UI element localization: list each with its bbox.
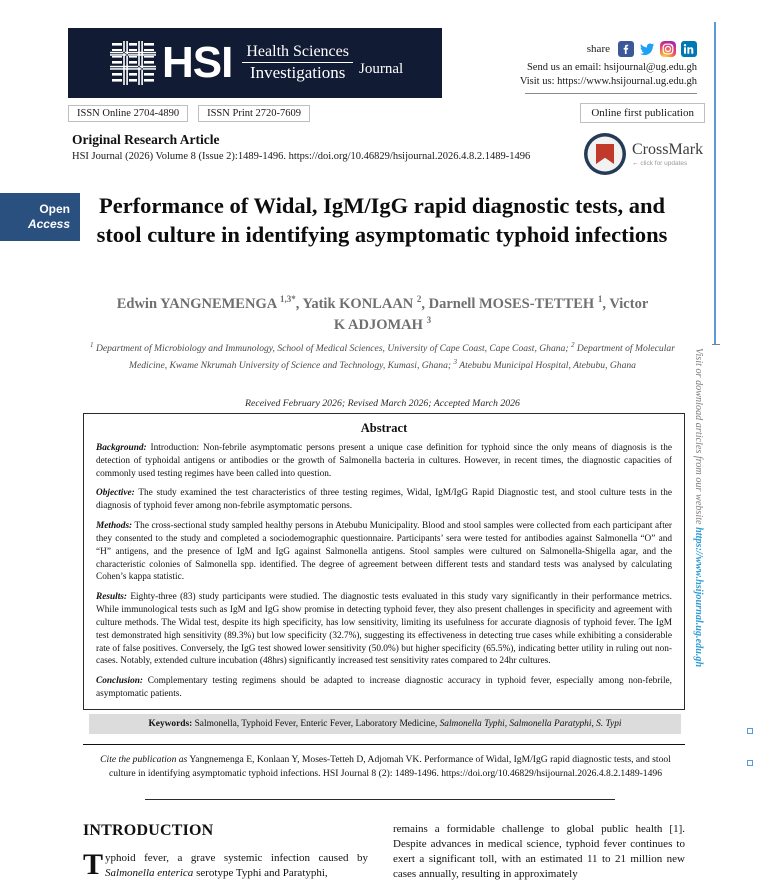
author-1 [302,296,421,312]
keywords-bar [89,714,681,734]
issn-row [68,105,310,122]
sidebar-marker-icon-2 [747,760,753,766]
author-affil-sup: 2 [416,294,422,304]
affiliation-text: Atebubu Municipal Hospital, Atebubu, Ghana [459,359,636,371]
author-affil-sup: 1 [597,294,603,304]
keywords-label: Keywords: [148,719,193,729]
share-icons-row [520,41,697,57]
crossmark-text [632,142,703,167]
affiliation-text: Department of Microbiology and Immunology, School of Medical Sciences, University of Cape Coast, Cape Coast, Ghana; [95,343,569,355]
abstract-label: Conclusion: [96,676,144,687]
author-affil-sup: 3 [426,315,432,326]
abstract-label: Methods: [96,521,133,532]
affiliation-sup: 3 [453,357,457,366]
open-access-line1: Open [39,202,70,216]
author-name: Edwin YANGNEMENGA [116,295,277,312]
twitter-icon[interactable] [639,41,655,57]
crossmark-title: CrossMark [632,140,704,158]
abstract-box [83,413,685,710]
abstract-heading: Abstract [360,421,408,435]
online-first-publication-badge: Online first publication [580,103,705,123]
abstract-section-methods [96,520,672,584]
issn-online-box: ISSN Online 2704-4890 [68,105,188,122]
crossmark-subtitle [632,160,703,167]
intro-left-text-2: serotype Typhi and Paratyphi, [193,866,328,879]
cite-lead-label: Cite the publication as [100,754,188,765]
sidebar-vertical-rule [714,22,716,344]
open-access-line2: Access [27,217,70,231]
journal-masthead [68,28,442,98]
facebook-icon[interactable] [618,41,634,57]
affiliation-list [80,340,685,373]
citation-bottom-divider [145,799,615,800]
journal-name-suffix: Journal [358,60,404,77]
sidebar-visit-website-text [682,348,704,808]
linkedin-icon[interactable] [681,41,697,57]
issn-print-box: ISSN Print 2720-7609 [198,105,310,122]
author-affil-sup: 1,3* [280,294,296,304]
contact-lines [520,61,697,89]
share-block [520,41,697,94]
abstract-text: Eighty-three (83) study participants were studied. The diagnostic tests evaluated in this study vary significantly in their performance metrics. While immunological tests such as IgM and IgG show promise in detecting typhoid fever, they also present challenges in specificity and agreement with culture methods. The Widal test, despite its high specificity, has low sensitivity, limiting its usefulness for accurate diagnosis of typhoid fever. The IgM test demonstrated high sensitivity (89.3%) but low specificity (32.7%), suggesting its effectiveness in detecting true cases while exhibiting a considerable rate of false positives. Conversely, the IgG test showed lower sensitivity (50.0%) but higher specificity (65.5%), indicating better utility in ruling out non-cases. Notably, extended culture incubation (48hrs) significantly increased test sensitivity rates compared to 24hr cultures. [96,592,672,667]
crossmark-subtitle-text: click for updates [640,159,688,167]
hsi-wordmark: HSI [162,38,233,87]
author-2 [429,296,603,312]
cite-this-publication [98,753,673,780]
abstract-section-conclusion [96,675,672,701]
abstract-section-objective [96,487,672,513]
sidebar-dash-icon [712,344,720,345]
affiliation-sup: 2 [570,341,575,349]
crossmark-logo-icon [583,132,627,176]
crossmark-arrow-icon: ← [632,159,639,167]
intro-left-text: yphoid fever, a grave systemic infection caused by [105,852,368,864]
abstract-text: The cross-sectional study sampled healthy persons in Atebubu Municipality. Blood and stool samples were collected from each participant after they consented to the study and completed a sociodemographic questionnaire. Participants’ sera were tested for antibodies against Salmonella “O” and “H” antigens, and the presence of IgM and IgG against Salmonella antigens. Stool samples were cultured on Salmonella-Shigella agar, and the characteristic colonies of Salmonella spp. identified. The degree of agreement between different tests and standard tests was analysed by calculating Cohen’s kappa statistic. [96,521,673,583]
abstract-text: The study examined the test characteristics of three testing regimes, Widal, IgM/IgG Rapid Diagnostic test, and stool culture tests in the diagnosis of typhoid fever among non-febrile asymptomatic persons. [96,488,673,512]
cite-text: Yangnemenga E, Konlaan Y, Moses-Tetteh D, Adjomah VK. Performance of Widal, IgM/IgG rapid diagnostic tests, and stool culture in identifying asymptomatic typhoid infections. HSI Journal 8 (2): 1489-1496. https://doi.org/10.46829/hsijournal.2026.4.8.2.1489-1496 [108,754,671,779]
journal-name-line1: Health Sciences [242,44,353,63]
open-access-badge [0,193,80,241]
crossmark-badge[interactable] [583,132,703,176]
page-title: Performance of Widal, IgM/IgG rapid diagnostic tests, and stool culture in identifying asymptomatic typhoid infections [96,193,668,247]
author-list: Edwin YANGNEMENGA $^{1,3*}$, Yatik KONLAAN $^2$, Darnell MOSES-TETTEH $^1$, Victor K ADJOMAH $^3$ [116,294,649,334]
journal-name-line2: Investigations [249,62,346,82]
abstract-label: Background: [96,443,147,453]
author-name: Darnell MOSES-TETTEH [428,295,595,312]
instagram-icon[interactable] [660,41,676,57]
journal-full-name [242,44,403,82]
abstract-text: Introduction: Non-febrile asymptomatic persons present a unique case definition for typhoid since the only means of diagnosis is the detection of typhoidal antigens or antibodies or the growth of Salmonella bacteria in cultures. However, in recent times, the diagnostic capacities of commonly used testing regimes have been called into question. [96,443,672,479]
abstract-label: Results: [96,592,127,603]
sidebar-url[interactable]: https://www.hsijournal.ug.edu.gh [693,527,704,668]
abstract-section-background [96,442,672,480]
affiliation-text: Department of Molecular Medicine, Kwame Nkrumah University of Science and Technology, Kumasi, Ghana; [129,343,675,371]
article-type-label: Original Research Article [72,132,220,147]
author-name: Yatik KONLAAN [302,295,414,312]
sidebar-text: Visit or download articles from our website [693,348,704,528]
contact-email-line: Send us an email: hsijournal@ug.edu.gh [526,62,697,73]
received-revised-accepted-dates: Received February 2026; Revised March 2026; Accepted March 2026 [245,398,520,409]
intro-left-italic-species: Salmonella enterica [105,866,194,879]
citation-top-divider [83,744,685,745]
article-citation-meta: HSI Journal (2026) Volume 8 (Issue 2):1489-1496. https://doi.org/10.46829/hsijournal.2026.4.8.2.1489-1496 [72,151,531,162]
share-label: share [586,43,610,55]
dropcap-letter: T [83,848,104,881]
hsi-weave-logo-icon [110,41,156,85]
introduction-right-column: remains a formidable challenge to global public health [1]. Despite advances in medical science, typhoid fever continues to exert a significant toll, with an estimated 11 to 21 million new cases annually, resulting in approximately [393,823,685,880]
author-0 [117,296,296,312]
contact-divider [525,93,697,94]
introduction-heading: INTRODUCTION [83,822,214,839]
abstract-section-results [96,591,672,668]
affiliation-sup: 1 [90,341,94,349]
keywords-italic: Salmonella Typhi, Salmonella Paratyphi, S. Typi [439,719,622,729]
abstract-text: Complementary testing regimens should be adapted to increase diagnostic accuracy in typhoid fever, especially among non-febrile, asymptomatic patients. [96,676,673,700]
contact-website-line: Visit us: https://www.hsijournal.ug.edu.gh [519,76,697,88]
keywords-plain: Salmonella, Typhoid Fever, Enteric Fever, Laboratory Medicine, [194,719,438,729]
author-name: Victor K ADJOMAH [333,295,649,334]
abstract-label: Objective: [96,488,135,499]
sidebar-marker-icon-1 [747,728,753,734]
